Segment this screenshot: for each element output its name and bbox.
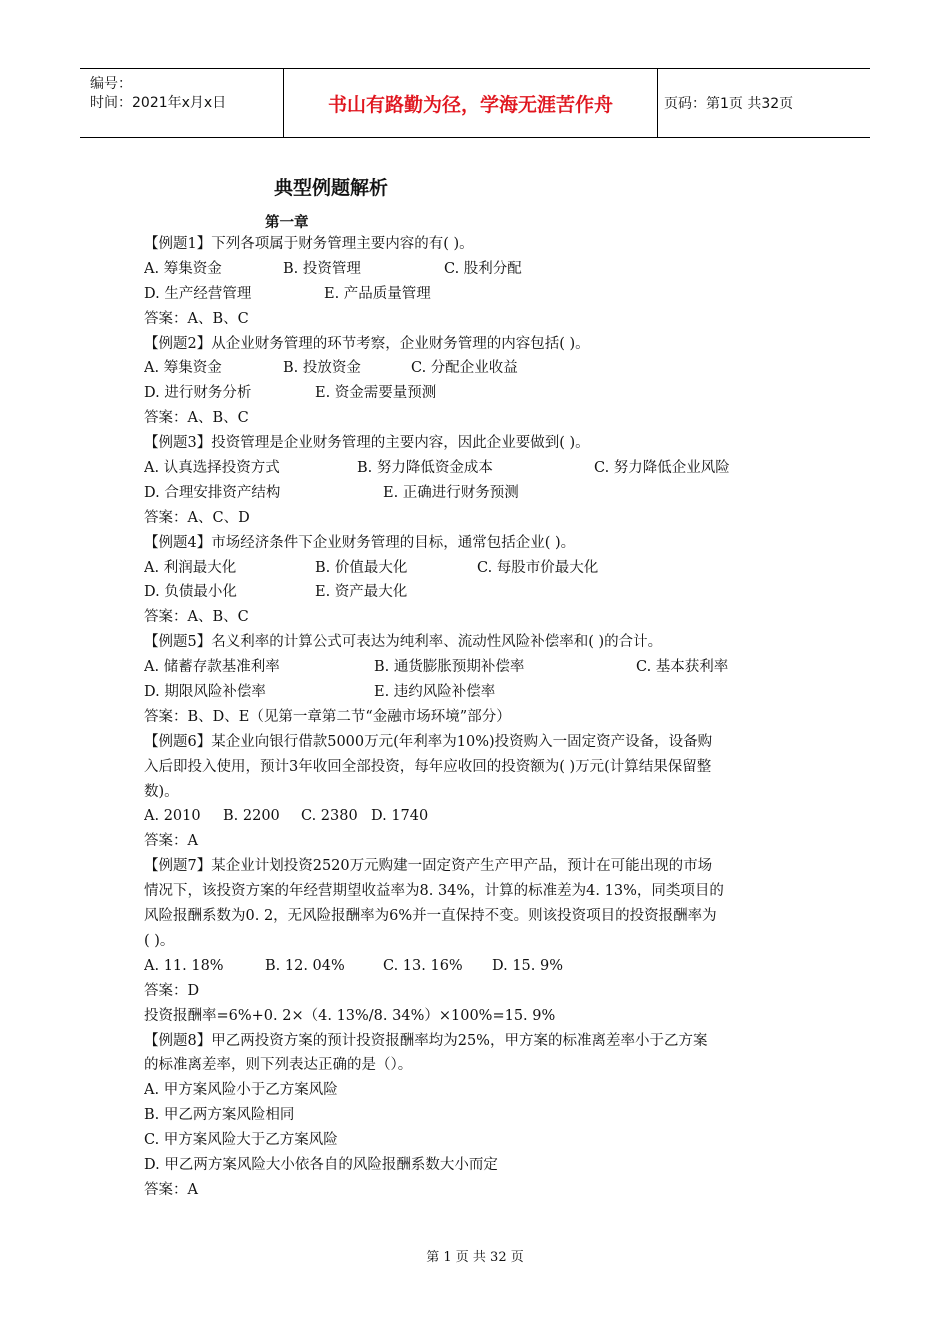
question-7-stem: ( )。 [144, 932, 175, 949]
option: C. 股利分配 [444, 260, 522, 277]
option: D. 生产经营管理 [144, 285, 252, 302]
option: B. 投放资金 [283, 360, 361, 377]
question-4-stem: 【例题4】市场经济条件下企业财务管理的目标，通常包括企业( )。 [144, 534, 576, 551]
option: B. 2200 [223, 808, 280, 825]
question-7-stem: 情况下，该投资方案的年经营期望收益率为8. 34%，计算的标准差为4. 13%，同类项目的 [144, 883, 724, 900]
question-3-stem: 【例题3】投资管理是企业财务管理的主要内容，因此企业要做到( )。 [144, 435, 590, 452]
option: A. 2010 [144, 808, 201, 825]
option: B. 投资管理 [283, 260, 361, 277]
option: D. 期限风险补偿率 [144, 684, 266, 701]
option: C. 努力降低企业风险 [594, 460, 730, 477]
question-5-options [144, 655, 808, 680]
question-2-stem: 【例题2】从企业财务管理的环节考察，企业财务管理的内容包括( )。 [144, 335, 590, 352]
option: C. 2380 [301, 808, 358, 825]
option: B. 12. 04% [265, 957, 345, 974]
answer: 答案：A [144, 1181, 198, 1198]
question-2-options [144, 381, 808, 406]
answer: 答案：A、C、D [144, 509, 250, 526]
question-6-stem: 【例题6】某企业向银行借款5000万元(年利率为10%)投资购入一固定资产设备，设备购 [144, 733, 713, 750]
question-7-stem: 【例题7】某企业计划投资2520万元购建一固定资产生产甲产品，预计在可能出现的市场 [144, 858, 713, 875]
document-body [144, 232, 808, 1203]
number-label: 编号： [90, 76, 132, 92]
header-motto: 书山有路勤为径，学海无涯苦作舟 [283, 69, 658, 137]
option: A. 筹集资金 [144, 360, 222, 377]
question-4-options [144, 580, 808, 605]
question-5-stem: 【例题5】名义利率的计算公式可表达为纯利率、流动性风险补偿率和( )的合计。 [144, 634, 663, 651]
option: A. 11. 18% [144, 957, 224, 974]
question-6-stem: 数)。 [144, 783, 179, 800]
question-2-options [144, 356, 808, 381]
document-title: 典型例题解析 [274, 177, 389, 199]
option: A. 筹集资金 [144, 260, 222, 277]
option: E. 违约风险补偿率 [374, 684, 496, 701]
option: E. 产品质量管理 [324, 285, 431, 302]
option: A. 储蓄存款基准利率 [144, 659, 280, 676]
option: B. 价值最大化 [315, 559, 408, 576]
option: C. 甲方案风险大于乙方案风险 [144, 1132, 338, 1149]
chapter-heading: 第一章 [265, 215, 309, 231]
header-meta [80, 69, 283, 137]
header-page-label: 页码：第1页 共32页 [664, 96, 794, 112]
option: D. 1740 [371, 808, 429, 825]
question-1-options [144, 257, 808, 282]
option: D. 甲乙两方案风险大小依各自的风险报酬系数大小而定 [144, 1156, 498, 1173]
option: C. 分配企业收益 [411, 360, 518, 377]
answer: 答案：A、B、C [144, 310, 249, 327]
answer: 答案：B、D、E（见第一章第二节“金融市场环境”部分） [144, 708, 511, 725]
option: E. 资产最大化 [315, 584, 408, 601]
question-3-options [144, 456, 808, 481]
question-7-stem: 风险报酬系数为0. 2，无风险报酬率为6%并一直保持不变。则该投资项目的投资报酬率为 [144, 908, 717, 925]
option: B. 甲乙两方案风险相同 [144, 1107, 295, 1124]
option: C. 13. 16% [383, 957, 463, 974]
option: B. 通货膨胀预期补偿率 [374, 659, 525, 676]
question-7-options [144, 954, 808, 979]
question-5-options [144, 680, 808, 705]
question-4-options [144, 556, 808, 581]
option: C. 每股市价最大化 [477, 559, 599, 576]
date-label: 时间：2021年x月x日 [90, 95, 227, 111]
option: A. 甲方案风险小于乙方案风险 [144, 1082, 338, 1099]
option: D. 合理安排资产结构 [144, 484, 281, 501]
solution-formula: 投资报酬率=6%+0. 2×（4. 13%/8. 34%）×100%=15. 9% [144, 1007, 556, 1024]
question-1-stem: 【例题1】下列各项属于财务管理主要内容的有( )。 [144, 236, 474, 252]
option: E. 正确进行财务预测 [383, 484, 519, 501]
answer: 答案：D [144, 982, 200, 999]
question-8-stem: 的标准离差率，则下列表达正确的是（）。 [144, 1057, 413, 1074]
question-6-options [144, 804, 808, 829]
answer: 答案：A、B、C [144, 410, 249, 427]
page-footer: 第 1 页 共 32 页 [426, 1250, 524, 1265]
option: A. 认真选择投资方式 [144, 460, 280, 477]
option: B. 努力降低资金成本 [357, 460, 493, 477]
answer: 答案：A、B、C [144, 609, 249, 626]
answer: 答案：A [144, 833, 198, 850]
option: D. 负债最小化 [144, 584, 237, 601]
question-6-stem: 入后即投入使用，预计3年收回全部投资，每年应收回的投资额为( )万元(计算结果保留整 [144, 758, 712, 775]
page-header [80, 68, 870, 138]
question-8-stem: 【例题8】甲乙两投资方案的预计投资报酬率均为25%，甲方案的标准离差率小于乙方案 [144, 1032, 708, 1049]
option: C. 基本获利率 [636, 659, 729, 676]
option: D. 进行财务分析 [144, 385, 252, 402]
question-3-options [144, 481, 808, 506]
question-1-options [144, 282, 808, 307]
option: A. 利润最大化 [144, 559, 237, 576]
option: D. 15. 9% [492, 957, 563, 974]
option: E. 资金需要量预测 [315, 385, 437, 402]
